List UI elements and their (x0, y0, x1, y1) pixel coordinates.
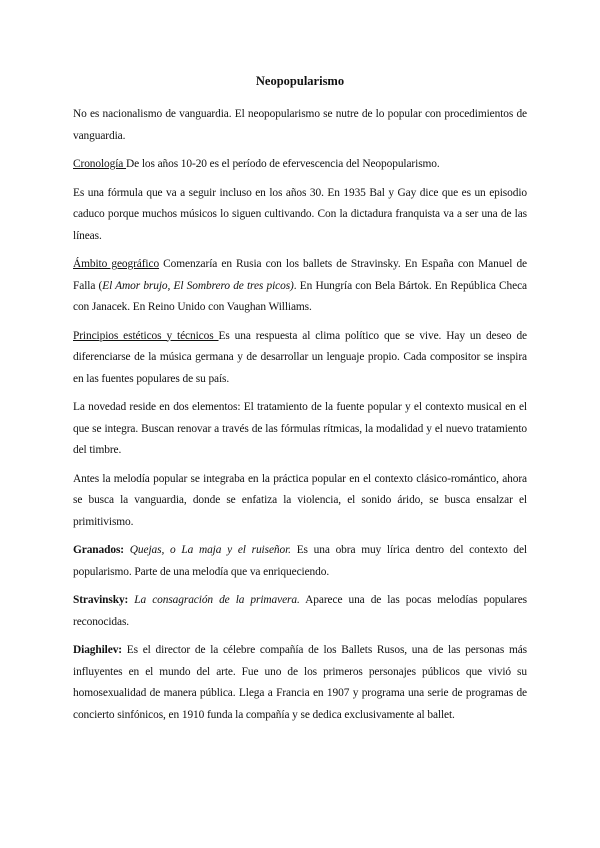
granados-text: Es una obra muy lírica dentro del contexto del popularismo. Parte de una melodía que va enriqueciendo. (73, 544, 527, 578)
paragraph-granados (73, 540, 527, 583)
diaghilev-name: Diaghilev: (73, 644, 122, 656)
granados-work: Quejas, o La maja y el ruiseñor. (124, 544, 291, 556)
paragraph-principios (73, 326, 527, 391)
granados-name: Granados: (73, 544, 124, 556)
ambito-text-1: Comenzaría en Rusia con los ballets de Stravinsky. En España con Manuel de Falla ( (73, 258, 527, 292)
document-title: Neopopularismo (255, 74, 345, 88)
paragraph-stravinsky (73, 590, 527, 633)
stravinsky-text: Aparece una de las pocas melodías populares reconocidas. (73, 594, 528, 628)
falla-works: El Amor brujo, El Sombrero de tres picos) (102, 279, 294, 292)
cronologia-heading: Cronología (73, 158, 127, 170)
paragraph-intro: No es nacionalismo de vanguardia. El neopopularismo se nutre de lo popular con procedimientos de vanguardia. (73, 108, 527, 142)
paragraph-cronologia (73, 154, 527, 176)
principios-heading: Principios estéticos y técnicos (73, 329, 219, 342)
stravinsky-name: Stravinsky: (73, 594, 129, 606)
paragraph-formula: Es una fórmula que va a seguir incluso en los años 30. En 1935 Bal y Gay dice que es un episodio caduco porque muchos músicos lo siguen cultivando. Con la dictadura franquista va a ser una de las líneas. (73, 186, 527, 242)
paragraph-antes: Antes la melodía popular se integraba en la práctica popular en el contexto clásico-romántico, ahora se busca la vanguardia, donde se enfatiza la violencia, el sonido árido, se busca ensalzar el primitivismo. (73, 472, 527, 528)
paragraph-diaghilev (73, 640, 527, 726)
paragraph-ambito (73, 254, 527, 319)
diaghilev-text: Es el director de la célebre compañía de los Ballets Rusos, una de las personas más influyentes en el mundo del arte. Fue uno de los primeros personajes públicos que vivió su homosexualidad de manera pública. Llega a Francia en 1907 y programa una serie de programas de concierto sinfónicos, en 1910 funda la compañía y se dedica exclusivamente al ballet. (73, 644, 527, 721)
document-body (73, 104, 527, 733)
ambito-text-2: . En Hungría con Bela Bártok. En República Checa con Janacek. En Reino Unido con Vaughan Williams. (73, 279, 527, 313)
stravinsky-work: La consagración de la primavera. (128, 594, 300, 606)
paragraph-novedad: La novedad reside en dos elementos: El tratamiento de la fuente popular y el contexto musical en el que se integra. Buscan renovar a través de las fórmulas rítmicas, la modalidad y el nuevo tratamiento del timbre. (73, 401, 527, 456)
principios-text: Es una respuesta al clima político que se vive. Hay un deseo de diferenciarse de la música germana y de desarrollar un lenguaje propio. Cada compositor se inspira en las fuentes populares de su país. (73, 329, 528, 385)
ambito-heading: Ámbito geográfico (73, 258, 160, 270)
cronologia-text: De los años 10-20 es el período de efervescencia del Neopopularismo. (126, 158, 440, 170)
